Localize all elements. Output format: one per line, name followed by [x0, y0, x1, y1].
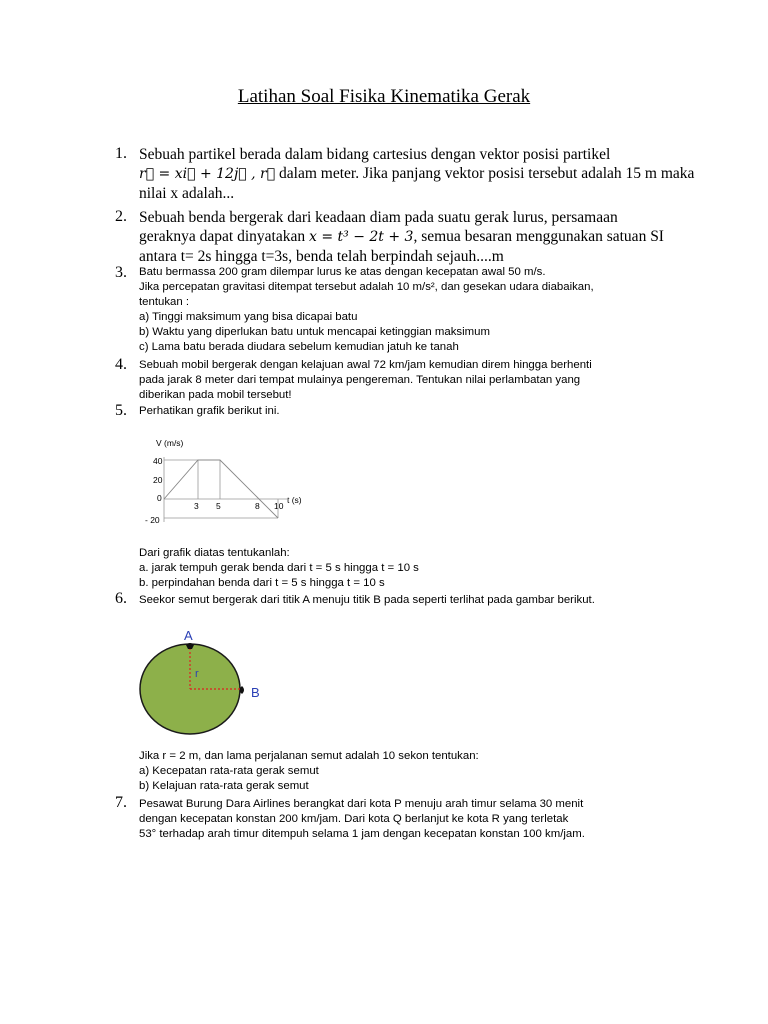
q6-number: 6. — [115, 590, 127, 607]
graph-xtick: 8 — [255, 501, 260, 511]
q6-line: b) Kelajuan rata-rata gerak semut — [139, 780, 309, 792]
graph-ytick: - 20 — [145, 515, 160, 525]
q7-number: 7. — [115, 794, 127, 811]
q2-line-2 — [139, 227, 679, 247]
q3-line: tentukan : — [139, 296, 190, 308]
q7-line: 53° terhadap arah timur ditempuh selama 1 jam dengan kecepatan konstan 100 km/jam. — [139, 828, 585, 840]
radius-label: r — [195, 668, 199, 680]
q6-text — [139, 749, 679, 794]
q1-line-2-rest: dalam meter. Jika panjang vektor posisi tersebut adalah 15 m maka — [275, 165, 695, 182]
point-a-label: A — [184, 628, 193, 643]
page-title: Latihan Soal Fisika Kinematika Gerak — [237, 86, 531, 107]
q2-line-1: Sebuah benda bergerak dari keadaan diam pada suatu gerak lurus, persamaan — [139, 209, 618, 226]
q6-line: Jika r = 2 m, dan lama perjalanan semut adalah 10 sekon tentukan: — [139, 750, 479, 762]
q3-line: b) Waktu yang diperlukan batu untuk mencapai ketinggian maksimum — [139, 326, 490, 338]
q4-number: 4. — [115, 356, 127, 373]
q5-number: 5. — [115, 402, 127, 419]
q2-line-2-post: , semua besaran menggunakan satuan SI — [413, 228, 664, 245]
q1-number: 1. — [115, 145, 127, 162]
q7-line: dengan kecepatan konstan 200 km/jam. Dari kota Q berlanjut ke kota R yang terletak — [139, 813, 569, 825]
q4-line: diberikan pada mobil tersebut! — [139, 389, 292, 401]
graph-ytick: 20 — [153, 475, 163, 485]
q3-text — [139, 265, 679, 355]
graph-ytick: 40 — [153, 456, 163, 466]
q4-line: Sebuah mobil bergerak dengan kelajuan awal 72 km/jam kemudian direm hingga berhenti — [139, 359, 592, 371]
q2-text — [139, 208, 679, 266]
velocity-time-graph — [140, 432, 310, 532]
q3-line: Jika percepatan gravitasi ditempat tersebut adalah 10 m/s², dan gesekan udara diabaikan, — [139, 281, 594, 293]
graph-xtick: 10 — [274, 501, 284, 511]
q4-text — [139, 358, 679, 403]
graph-xtick: 5 — [216, 501, 221, 511]
graph-ytick: 0 — [157, 493, 162, 503]
point-b-label: B — [251, 685, 260, 700]
ant-path-figure — [135, 622, 275, 740]
q7-text — [139, 797, 679, 842]
q4-line: pada jarak 8 meter dari tempat mulainya pengereman. Tentukan nilai perlambatan yang — [139, 374, 581, 386]
q5-line: a. jarak tempuh gerak benda dari t = 5 s hingga t = 10 s — [139, 562, 419, 574]
graph-xtick: 3 — [194, 501, 199, 511]
q3-line: c) Lama batu berada diudara sebelum kemudian jatuh ke tanah — [139, 341, 459, 353]
q1-line-3: nilai x adalah... — [139, 185, 235, 202]
q5-intro: Perhatikan grafik berikut ini. — [139, 405, 280, 417]
q3-line: a) Tinggi maksimum yang bisa dicapai batu — [139, 311, 358, 323]
q2-line-2-pre: geraknya dapat dinyatakan — [139, 228, 309, 245]
q3-number: 3. — [115, 264, 127, 281]
q1-line-1: Sebuah partikel berada dalam bidang cartesius dengan vektor posisi partikel — [139, 146, 611, 163]
q5-text — [139, 546, 679, 591]
graph-xlabel: t (s) — [287, 495, 302, 505]
velocity-line — [164, 460, 278, 518]
q7-line: Pesawat Burung Dara Airlines berangkat dari kota P menuju arah timur selama 30 menit — [139, 798, 584, 810]
graph-ylabel: V (m/s) — [156, 438, 184, 448]
q1-text — [139, 145, 695, 203]
q5-line: Dari grafik diatas tentukanlah: — [139, 547, 290, 559]
q6-line: a) Kecepatan rata-rata gerak semut — [139, 765, 319, 777]
q3-line: Batu bermassa 200 gram dilempar lurus ke atas dengan kecepatan awal 50 m/s. — [139, 266, 546, 278]
q5-line: b. perpindahan benda dari t = 5 s hingga t = 10 s — [139, 577, 385, 589]
q2-number: 2. — [115, 208, 127, 225]
q2-formula: x = t³ − 2t + 3 — [309, 229, 414, 245]
q1-line-2 — [139, 164, 695, 184]
q2-line-3: antara t= 2s hingga t=3s, benda telah berpindah sejauh....m — [139, 248, 504, 265]
q1-formula: r⃗ = xi⃗ + 12j⃗ , r⃗ — [139, 166, 276, 182]
q6-intro: Seekor semut bergerak dari titik A menuju titik B pada seperti terlihat pada gambar berikut. — [139, 594, 595, 606]
